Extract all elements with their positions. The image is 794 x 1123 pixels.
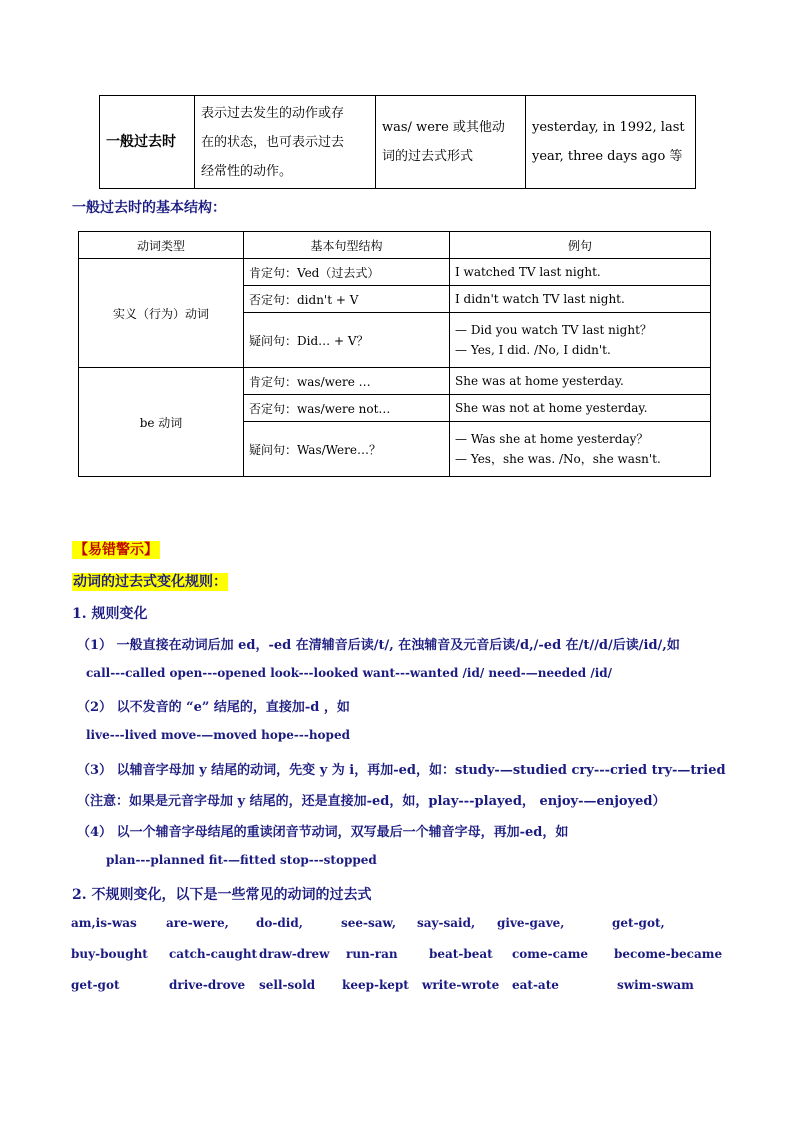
form-line: was/ were 或其他动 <box>382 120 505 135</box>
irregular-verb: say-said, <box>417 916 476 930</box>
header-example: 例句 <box>450 232 711 259</box>
time-words-line: year, three days ago 等 <box>532 149 683 164</box>
irregular-verb: swim-swam <box>617 978 694 992</box>
irregular-verb: run-ran <box>346 947 398 961</box>
example-line: — Yes, I did. /No, I didn't. <box>455 343 611 357</box>
irregular-verb: get-got, <box>612 916 665 930</box>
pattern-cell: 肯定句：Ved（过去式） <box>244 259 450 286</box>
example-line: — Yes，she was. /No，she wasn't. <box>455 452 661 466</box>
time-words-line: yesterday, in 1992, last <box>532 120 685 135</box>
usage-line: 在的状态，也可表示过去 <box>201 134 345 150</box>
irregular-verb: do-did, <box>256 916 303 930</box>
rule2-examples: live---lived move-—moved hope---hoped <box>86 728 350 742</box>
irregular-verb: keep-kept <box>342 978 409 992</box>
header-verb-type: 动词类型 <box>79 232 244 259</box>
form-line: 词的过去式形式 <box>382 149 474 164</box>
header-pattern: 基本句型结构 <box>244 232 450 259</box>
rule3-note: （注意：如果是元音字母加 y 结尾的，还是直接加-ed，如，play---played， enjoy-—enjoyed） <box>77 794 666 809</box>
irregular-verb: eat-ate <box>512 978 559 992</box>
usage-line: 表示过去发生的动作或存 <box>201 105 345 121</box>
structure-heading: 一般过去时的基本结构： <box>72 200 226 216</box>
table-row <box>79 259 711 286</box>
rule1-text: （1） 一般直接在动词后加 ed，-ed 在清辅音后读/t/, 在浊辅音及元音后读/d,/-ed 在/t//d/后读/id/,如 <box>77 638 680 653</box>
irregular-verb: sell-sold <box>259 978 316 992</box>
pattern-cell: 疑问句：Was/Were…？ <box>244 422 450 477</box>
example-cell <box>450 422 711 477</box>
rule1-examples: call---called open---opened look---looked want---wanted /id/ need-—needed /id/ <box>86 666 613 680</box>
usage-cell <box>195 96 376 189</box>
irregular-verb: draw-drew <box>259 947 330 961</box>
example-cell: She was not at home yesterday. <box>450 395 711 422</box>
rule3-text: （3） 以辅音字母加 y 结尾的动词，先变 y 为 i，再加-ed，如：study-—studied cry---cried try-—tried <box>77 763 726 778</box>
rule2-text: （2） 以不发音的 “e” 结尾的，直接加-d ，如 <box>77 700 350 715</box>
irregular-verb: get-got <box>71 978 120 992</box>
example-cell: I watched TV last night. <box>450 259 711 286</box>
structure-table <box>78 231 711 477</box>
irregular-verb: become-became <box>614 947 723 961</box>
structure-header-row <box>79 232 711 259</box>
verb-type-cell: 实义（行为）动词 <box>79 259 244 368</box>
irregular-verb: are-were, <box>166 916 229 930</box>
pattern-cell: 否定句：didn't + V <box>244 286 450 313</box>
irregular-verb: buy-bought <box>71 947 148 961</box>
irregular-verb: come-came <box>512 947 589 961</box>
definition-row <box>100 96 696 189</box>
rules-heading-wrap <box>72 571 228 591</box>
irregular-verb: drive-drove <box>169 978 246 992</box>
warning-label-wrap <box>72 539 160 559</box>
example-line: — Did you watch TV last night？ <box>455 323 652 337</box>
rule4-text: （4） 以一个辅音字母结尾的重读闭音节动词，双写最后一个辅音字母，再加-ed，如 <box>77 825 569 840</box>
table-row <box>79 368 711 395</box>
verb-type-cell: be 动词 <box>79 368 244 477</box>
irregular-verb: catch-caught <box>169 947 258 961</box>
warning-label: 【易错警示】 <box>74 542 158 558</box>
example-cell <box>450 313 711 368</box>
usage-line: 经常性的动作。 <box>201 163 293 179</box>
example-cell: She was at home yesterday. <box>450 368 711 395</box>
time-words-cell <box>526 96 696 189</box>
example-cell: I didn't watch TV last night. <box>450 286 711 313</box>
pattern-cell: 否定句：was/were not… <box>244 395 450 422</box>
rules-heading: 动词的过去式变化规则： <box>73 574 227 590</box>
section1-title: 1. 规则变化 <box>72 606 148 622</box>
irregular-verb: beat-beat <box>429 947 493 961</box>
definition-table <box>99 95 696 189</box>
irregular-verb: am,is-was <box>71 916 137 930</box>
tense-name: 一般过去时 <box>100 96 195 189</box>
form-cell <box>376 96 526 189</box>
irregular-verb: see-saw, <box>341 916 397 930</box>
section2-title: 2. 不规则变化，以下是一些常见的动词的过去式 <box>72 887 372 903</box>
pattern-cell: 疑问句：Did… + V？ <box>244 313 450 368</box>
pattern-cell: 肯定句：was/were … <box>244 368 450 395</box>
irregular-verb: give-gave, <box>497 916 565 930</box>
example-line: — Was she at home yesterday？ <box>455 432 649 446</box>
rule4-examples: plan---planned fit-—fitted stop---stopped <box>106 853 377 867</box>
irregular-verb: write-wrote <box>422 978 500 992</box>
